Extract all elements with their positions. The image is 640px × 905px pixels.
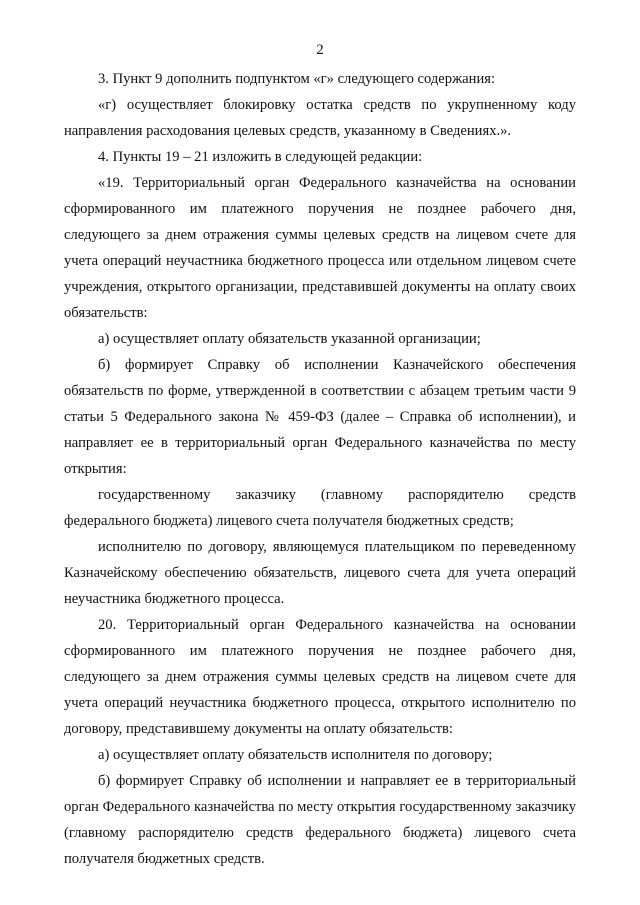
paragraph-clause-19-a: а) осуществляет оплату обязательств указанной организации;	[98, 331, 481, 347]
paragraph-item-3: 3. Пункт 9 дополнить подпунктом «г» следующего содержания:	[98, 71, 496, 87]
paragraph-clause-20: 20. Территориальный орган Федерального казначейства на основании сформированного им платежного поручения не позднее рабочего дня, следующего за днем отражения суммы целевых средств на лицевом счете для учета операций неучастника бюджетного процесса, открытого исполнителю по договору, представившему документы на оплату обязательств:	[64, 617, 576, 737]
paragraph-item-4: 4. Пункты 19 – 21 изложить в следующей редакции:	[98, 149, 423, 165]
paragraph-clause-19: «19. Территориальный орган Федерального казначейства на основании сформированного им платежного поручения не позднее рабочего дня, следующего за днем отражения суммы целевых средств на лицевом счете для учета операций неучастника бюджетного процесса или отдельном лицевом счете учреждения, открытого организации, представившей документы на оплату своих обязательств:	[64, 175, 576, 321]
page-number: 2	[316, 42, 324, 58]
paragraph-clause-19-b-recipient-1: государственному заказчику (главному распорядителю средств федерального бюджета) лицевого счета получателя бюджетных средств;	[64, 487, 576, 529]
document-body	[64, 66, 576, 872]
paragraph-clause-20-b: б) формирует Справку об исполнении и направляет ее в территориальный орган Федерального казначейства по месту открытия государственному заказчику (главному распорядителю средств федерального бюджета) лицевого счета получателя бюджетных средств.	[64, 773, 576, 867]
paragraph-clause-20-a: а) осуществляет оплату обязательств исполнителя по договору;	[98, 747, 493, 763]
paragraph-subitem-g: «г) осуществляет блокировку остатка средств по укрупненному коду направления расходования целевых средств, указанному в Сведениях.».	[64, 97, 576, 139]
paragraph-clause-19-b: б) формирует Справку об исполнении Казначейского обеспечения обязательств по форме, утвержденной в соответствии с абзацем третьим части 9 статьи 5 Федерального закона № 459-ФЗ (далее – Справка об исполнении), и направляет ее в территориальный орган Федерального казначейства по месту открытия:	[64, 357, 576, 477]
paragraph-clause-19-b-recipient-2: исполнителю по договору, являющемуся плательщиком по переведенному Казначейскому обеспечению обязательств, лицевого счета для учета операций неучастника бюджетного процесса.	[64, 539, 576, 607]
